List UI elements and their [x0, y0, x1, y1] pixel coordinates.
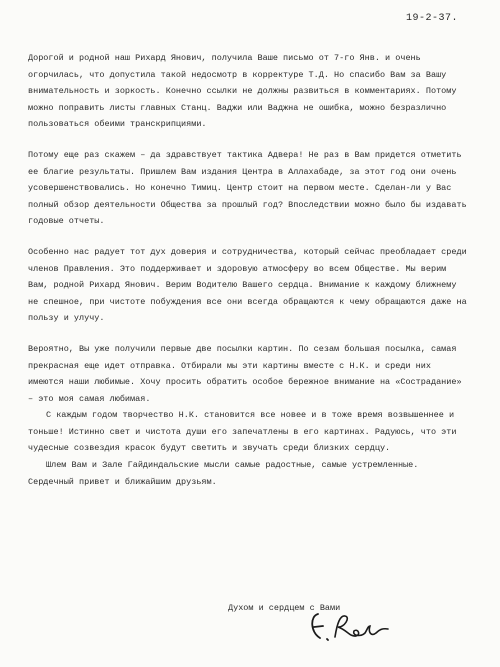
letter-paragraph-6: Шлем Вам и Зале Гайдиндальские мысли самые радостные, самые устремленные. [46, 460, 419, 471]
letter-body [28, 50, 468, 490]
letter-closing: Духом и сердцем с Вами [228, 603, 341, 613]
handwritten-signature [306, 606, 396, 651]
letter-paragraph-5: С каждым годом творчество Н.К. становится все новее и в тоже время возвышеннее и тоньше! Истинно свет и чистота души его запечатлены в его картинах. Радуюсь, что эти чудесные созвездия красок будут светить и звучать среди близких сердцу. [28, 410, 457, 454]
letter-date: 19-2-37. [405, 13, 458, 24]
letter-paragraph-4: Вероятно, Вы уже получили первые две посылки картин. По сезам большая посылка, самая прекрасная еще идет отправка. Отбирали мы эти картины вместе с Н.К. и среди них имеются наши любимые. Хочу просить обратить особое бережное внимание на «Сострадание» – это моя самая любимая. [28, 343, 462, 404]
letter-paragraph-7: Сердечный привет и ближайшим друзьям. [28, 476, 217, 487]
letter-paragraph-2: Потому еще раз скажем – да здравствует тактика Адвера! Не раз в Вам придется отметить ее благие результаты. Пришлем Вам издания Центра в Аллахабаде, за этот год они очень усовершенствовались. Но конечно Тимиц. Центр стоит на первом месте. Сделан-ли у Вас полный обзор деятельности Общества за прошлый год? Впоследствии можно было бы издавать годовые отчеты. [28, 149, 467, 227]
letter-paragraph-1: Дорогой и родной наш Рихард Янович, получила Ваше письмо от 7-го Янв. и очень огорчилась, что допустила такой недосмотр в корректуре Т.Д. Но спасибо Вам за Вашу внимательность и зоркость. Конечно ссылки не должны развиться в комментариях. Потому можно поправить листы главных Станц. Ваджи или Ваджна не ошибка, можно безразлично пользоваться обеими транскрипциями. [28, 53, 457, 130]
letter-paragraph-3: Особенно нас радует тот дух доверия и сотрудничества, который сейчас преобладает среди членов Правления. Это поддерживает и здоровую атмосферу во всем Обществе. Мы верим Вам, родной Рихард Янович. Верим Водителю Вашего сердца. Внимание к каждому ближнему не спешное, при чистоте побуждения все они всегда обращаются к чему обращаются даже на пользу и улучу. [28, 246, 467, 324]
